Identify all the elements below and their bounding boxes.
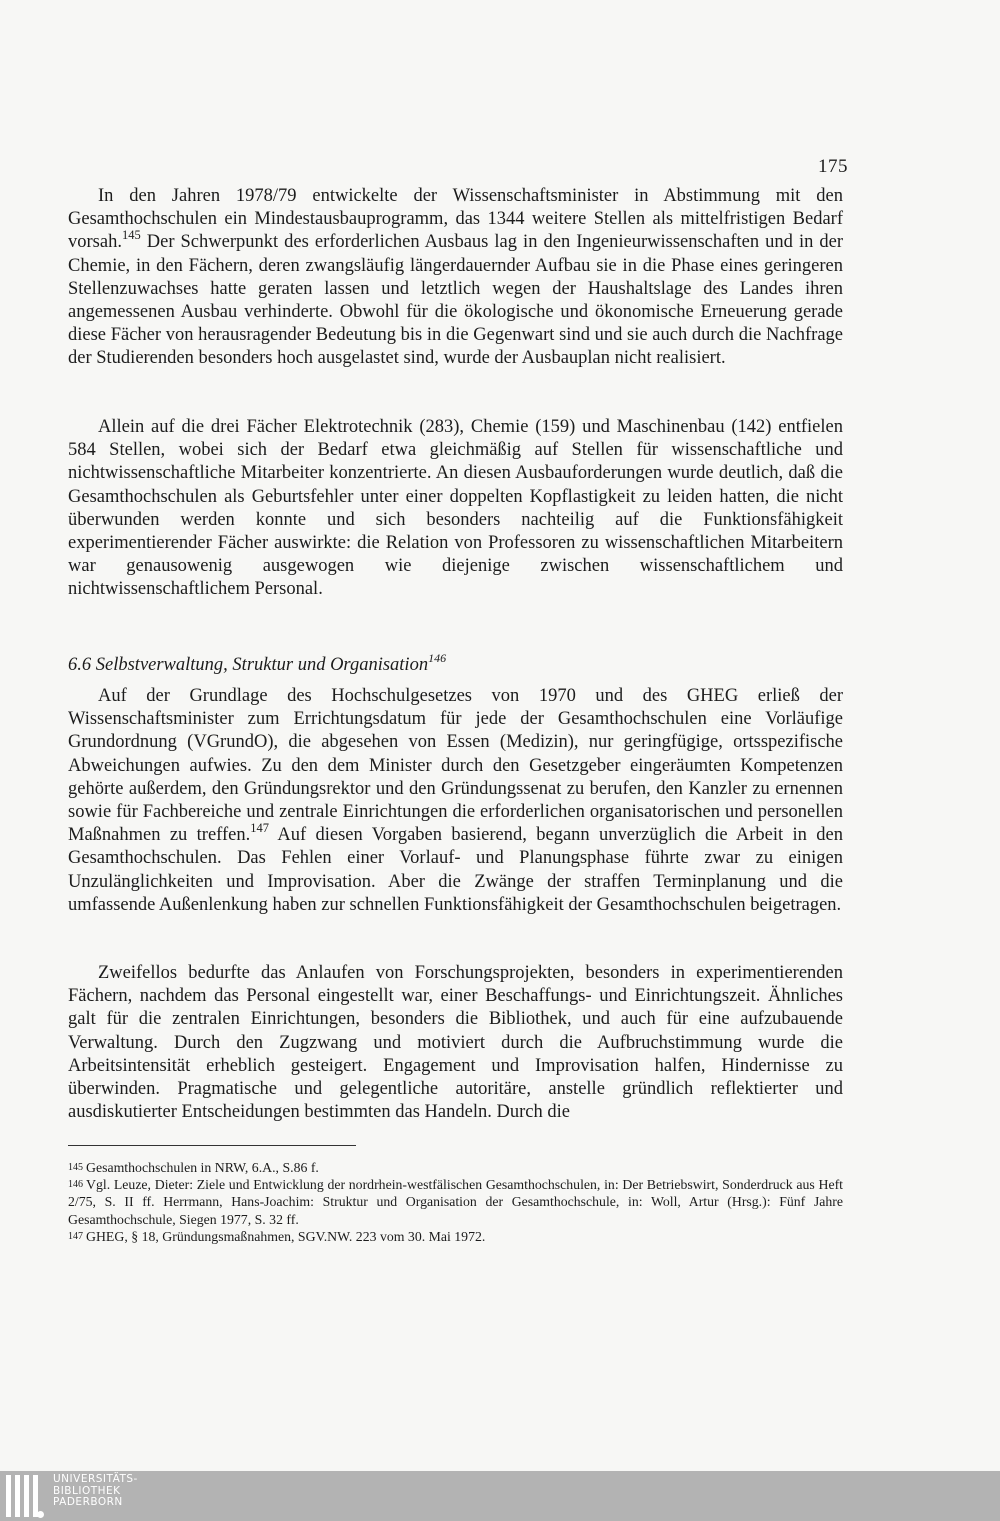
footnote-text: Gesamthochschulen in NRW, 6.A., S.86 f. xyxy=(86,1160,319,1175)
paragraph-3 xyxy=(68,685,843,917)
library-logo-line-1: UNIVERSITÄTS- xyxy=(53,1473,138,1485)
paragraph-4-text: Zweifellos bedurfte das Anlaufen von Forschungsprojekten, besonders in experimentierenden Fächern, nachdem das Personal eingestellt war, einer Beschaffungs- und Einrichtungszeit. Ähnliches galt für die zentralen Einrichtungen, besonders die Bibliothek, und auch für eine aufzubauende Verwaltung. Durch den Zugzwang und motiviert durch die Aufbruchstimmung wurde die Arbeitsintensität erheblich gesteigert. Engagement und Improvisation halfen, Hindernisse zu überwinden. Pragmatische und gelegentliche autoritäre, anstelle gründlich reflektierter und ausdiskutierter Entscheidungen bestimmten das Handeln. Durch die xyxy=(68,963,843,1123)
paragraph-2 xyxy=(68,416,843,602)
paragraph-4 xyxy=(68,962,843,1124)
footnote-147 xyxy=(68,1228,843,1245)
footnote-ref-146[interactable]: 146 xyxy=(428,651,447,665)
footnote-number: 147 xyxy=(68,1230,83,1242)
library-logo-text xyxy=(53,1474,138,1509)
footnote-number: 145 xyxy=(68,1162,83,1173)
footnote-ref-147[interactable]: 147 xyxy=(250,821,269,836)
footnote-ref-145[interactable]: 145 xyxy=(121,228,141,243)
section-heading xyxy=(68,651,446,676)
footnote-number: 146 xyxy=(68,1179,83,1191)
library-logo-line-3: PADERBORN xyxy=(53,1496,123,1508)
paragraph-1-text-a: In den Jahren 1978/79 entwickelte der Wissenschaftsminister in Abstimmung mit den Gesamthochschulen ein Mindestausbauprogramm, das 1344 weitere Stellen als mittelfristigen Bedarf vorsah. xyxy=(68,186,843,253)
paragraph-3-text-b: Auf diesen Vorgaben basierend, begann unverzüglich die Arbeit in den Gesamthochschulen. Das Fehlen einer Vorlauf- und Planungsphase führte zwar zu einigen Unzulänglichkeiten und Improvisation. Aber die Zwänge der straffen Terminplanung und die umfassende Außenlenkung haben zur schnellen Funktionsfähigkeit der Gesamthochschulen beigetragen. xyxy=(68,825,843,915)
footnote-text: Vgl. Leuze, Dieter: Ziele und Entwicklung der nordrhein-westfälischen Gesamthochschulen, in: Der Betriebswirt, Sonderdruck aus Heft 2/75, S. II ff. Herrmann, Hans-Joachim: Struktur und Organisation der Gesamthochschule, in: Woll, Artur (Hrsg.): Fünf Jahre Gesamthochschule, Siegen 1977, S. 32 ff. xyxy=(68,1177,843,1227)
section-heading-text: 6.6 Selbstverwaltung, Struktur und Organisation xyxy=(68,655,429,675)
footnote-145 xyxy=(68,1159,843,1176)
footnote-text: GHEG, § 18, Gründungsmaßnahmen, SGV.NW. 223 vom 30. Mai 1972. xyxy=(86,1228,486,1244)
footnote-146 xyxy=(68,1176,843,1228)
library-logo-dot xyxy=(37,1511,44,1518)
library-footer-bar xyxy=(0,1471,1000,1521)
footnote-divider xyxy=(68,1145,356,1146)
page-number: 175 xyxy=(818,156,848,177)
paragraph-2-text: Allein auf die drei Fächer Elektrotechnik (283), Chemie (159) und Maschinenbau (142) entfielen 584 Stellen, wobei sich der Bedarf etwa gleichmäßig auf Stellen für wissenschaftliche und nichtwissenschaftliche Mitarbeiter konzentrierte. An diesen Ausbauforderungen wurde deutlich, daß die Gesamthochschulen als Geburtsfehler unter einer doppelten Kopflastigkeit zu leiden hatten, die nicht überwunden werden konnte und sich besonders nachteilig auf die Funktionsfähigkeit experimentierender Fächer auswirkte: die Relation von Professoren zu wissenschaftlichen Mitarbeitern war genausowenig ausgewogen wie diejenige zwischen wissenschaftlichem und nichtwissenschaftlichem Personal. xyxy=(68,417,843,600)
paragraph-1-text-b: Der Schwerpunkt des erforderlichen Ausbaus lag in den Ingenieurwissenschaften und in der Chemie, in den Fächern, deren zwangsläufig längerdauernder Aufbau sie in die Phase eines geringeren Stellenzuwachses hatte geraten lassen und letztlich wegen der Haushaltslage des Landes ihren angemessenen Ausbau verhinderte. Obwohl für die ökologische und ökonomische Erneuerung gerade diese Fächer von herausragender Bedeutung bis in die Gegenwart sind und sie auch durch die Nachfrage der Studierenden besonders hoch ausgelastet sind, wurde der Ausbauplan nicht realisiert. xyxy=(68,232,843,369)
library-logo-line-2: BIBLIOTHEK xyxy=(53,1484,121,1497)
paragraph-3-text-a: Auf der Grundlage des Hochschulgesetzes von 1970 und des GHEG erließ der Wissenschaftsminister zum Errichtungsdatum für jede der Gesamthochschulen eine Vorläufige Grundordnung (VGrundO), die abgesehen von Essen (Medizin), nur geringfügige, ortsspezifische Abweichungen aufwies. Zu den dem Minister durch den Gesetzgeber eingeräumten Kompetenzen gehörte außerdem, den Gründungsrektor und den Gründungssenat zu berufen, den Kanzler zu ernennen sowie für Fachbereiche und zentrale Einrichtungen die erforderlichen organisatorischen und personellen Maßnahmen zu treffen. xyxy=(68,686,843,846)
footnotes xyxy=(68,1159,843,1245)
paragraph-1 xyxy=(68,185,843,371)
